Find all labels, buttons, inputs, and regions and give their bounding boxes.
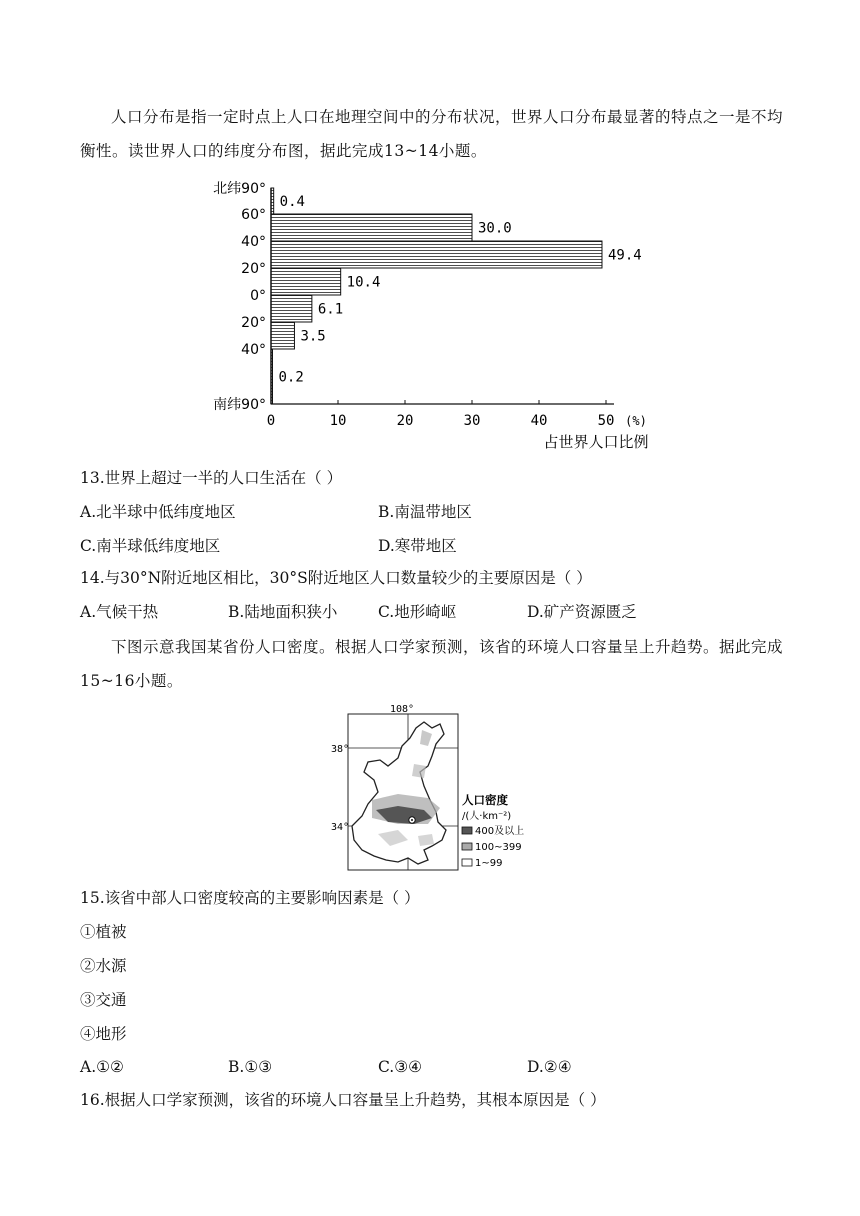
- y-tick-label-6: 40°: [241, 342, 266, 358]
- legend-label-low: 1~99: [475, 858, 503, 869]
- legend-label-high: 400及以上: [475, 826, 525, 837]
- y-tick-label-2: 40°: [241, 234, 266, 250]
- legend-swatch-medium: [462, 843, 472, 850]
- q15-item-4: ④地形: [80, 1025, 127, 1043]
- density-patch-southeast: [418, 834, 434, 846]
- y-tick-label-4: 0°: [250, 288, 266, 304]
- q15-stem: 15.该省中部人口密度较高的主要影响因素是（ ）: [80, 889, 420, 907]
- x-axis-title: 占世界人口比例: [543, 433, 649, 451]
- q13-option-c[interactable]: C.南半球低纬度地区: [80, 537, 221, 555]
- q15-option-b[interactable]: B.①③: [228, 1058, 273, 1076]
- bar-3: [271, 268, 341, 295]
- x-tick-label-2: 20: [396, 413, 414, 429]
- density-patch-mid: [412, 764, 426, 778]
- legend-title: 人口密度: [462, 793, 508, 807]
- y-tick-label-7: 南纬90°: [213, 397, 266, 413]
- q13-option-a[interactable]: A.北半球中低纬度地区: [80, 503, 236, 521]
- bar-value-label-3: 10.4: [346, 274, 381, 291]
- bar-4: [271, 295, 312, 322]
- q15-option-c[interactable]: C.③④: [378, 1058, 423, 1076]
- latitude-label-34: 34°: [331, 822, 350, 833]
- y-tick-label-1: 60°: [241, 207, 266, 223]
- q13-stem: 13.世界上超过一半的人口生活在（ ）: [80, 469, 343, 487]
- q14-option-c[interactable]: C.地形崎岖: [378, 603, 457, 621]
- bar-value-label-6: 0.2: [278, 369, 304, 386]
- longitude-label: 108°: [389, 704, 415, 715]
- latitude-label-38: 38°: [331, 744, 350, 755]
- x-tick-label-4: 40: [530, 413, 548, 429]
- legend-swatch-high: [462, 827, 472, 834]
- y-tick-label-5: 20°: [241, 315, 266, 331]
- legend-label-medium: 100~399: [475, 842, 522, 853]
- x-tick-label-5: 50: [597, 413, 615, 429]
- q15-option-a[interactable]: A.①②: [80, 1058, 124, 1076]
- x-unit-label: (%): [625, 414, 647, 428]
- q15-option-d[interactable]: D.②④: [527, 1058, 572, 1076]
- q13-option-b[interactable]: B.南温带地区: [378, 503, 472, 521]
- latitude-population-chart: [196, 172, 656, 457]
- q13-option-d[interactable]: D.寒带地区: [378, 537, 457, 555]
- bar-value-label-0: 0.4: [279, 194, 305, 210]
- q14-option-d[interactable]: D.矿产资源匮乏: [527, 603, 637, 621]
- y-tick-label-3: 20°: [241, 261, 266, 277]
- x-tick-label-0: 0: [266, 413, 276, 429]
- bar-value-label-4: 6.1: [317, 301, 344, 318]
- legend-swatch-low: [462, 859, 472, 866]
- q14-option-b[interactable]: B.陆地面积狭小: [228, 603, 338, 621]
- intro-passage-1: 人口分布是指一定时点上人口在地理空间中的分布状况，世界人口分布最显著的特点之一是不均衡性。读世界人口的纬度分布图，据此完成13~14小题。: [80, 108, 784, 160]
- intro-passage-2: 下图示意我国某省份人口密度。根据人口学家预测，该省的环境人口容量呈上升趋势。据此完成15~16小题。: [80, 638, 784, 690]
- bar-value-label-1: 30.0: [478, 220, 512, 237]
- x-tick-label-3: 30: [463, 413, 481, 429]
- province-density-map: [328, 700, 568, 878]
- q14-stem: 14.与30°N附近地区相比，30°S附近地区人口数量较少的主要原因是（ ）: [80, 569, 592, 587]
- x-tick-label-1: 10: [329, 413, 347, 429]
- q15-item-2: ②水源: [80, 957, 127, 975]
- q15-item-1: ①植被: [80, 923, 127, 941]
- q15-item-3: ③交通: [80, 991, 127, 1009]
- bar-2: [271, 241, 602, 268]
- q14-option-a[interactable]: A.气候干热: [80, 603, 159, 621]
- bar-value-label-5: 3.5: [300, 328, 326, 345]
- legend-unit: /(人·km⁻²): [462, 811, 512, 822]
- bar-1: [271, 214, 472, 241]
- y-tick-label-0: 北纬90°: [213, 181, 266, 197]
- q16-stem: 16.根据人口学家预测，该省的环境人口容量呈上升趋势，其根本原因是（ ）: [80, 1091, 606, 1109]
- bar-value-label-2: 49.4: [607, 247, 642, 264]
- bar-5: [271, 322, 294, 349]
